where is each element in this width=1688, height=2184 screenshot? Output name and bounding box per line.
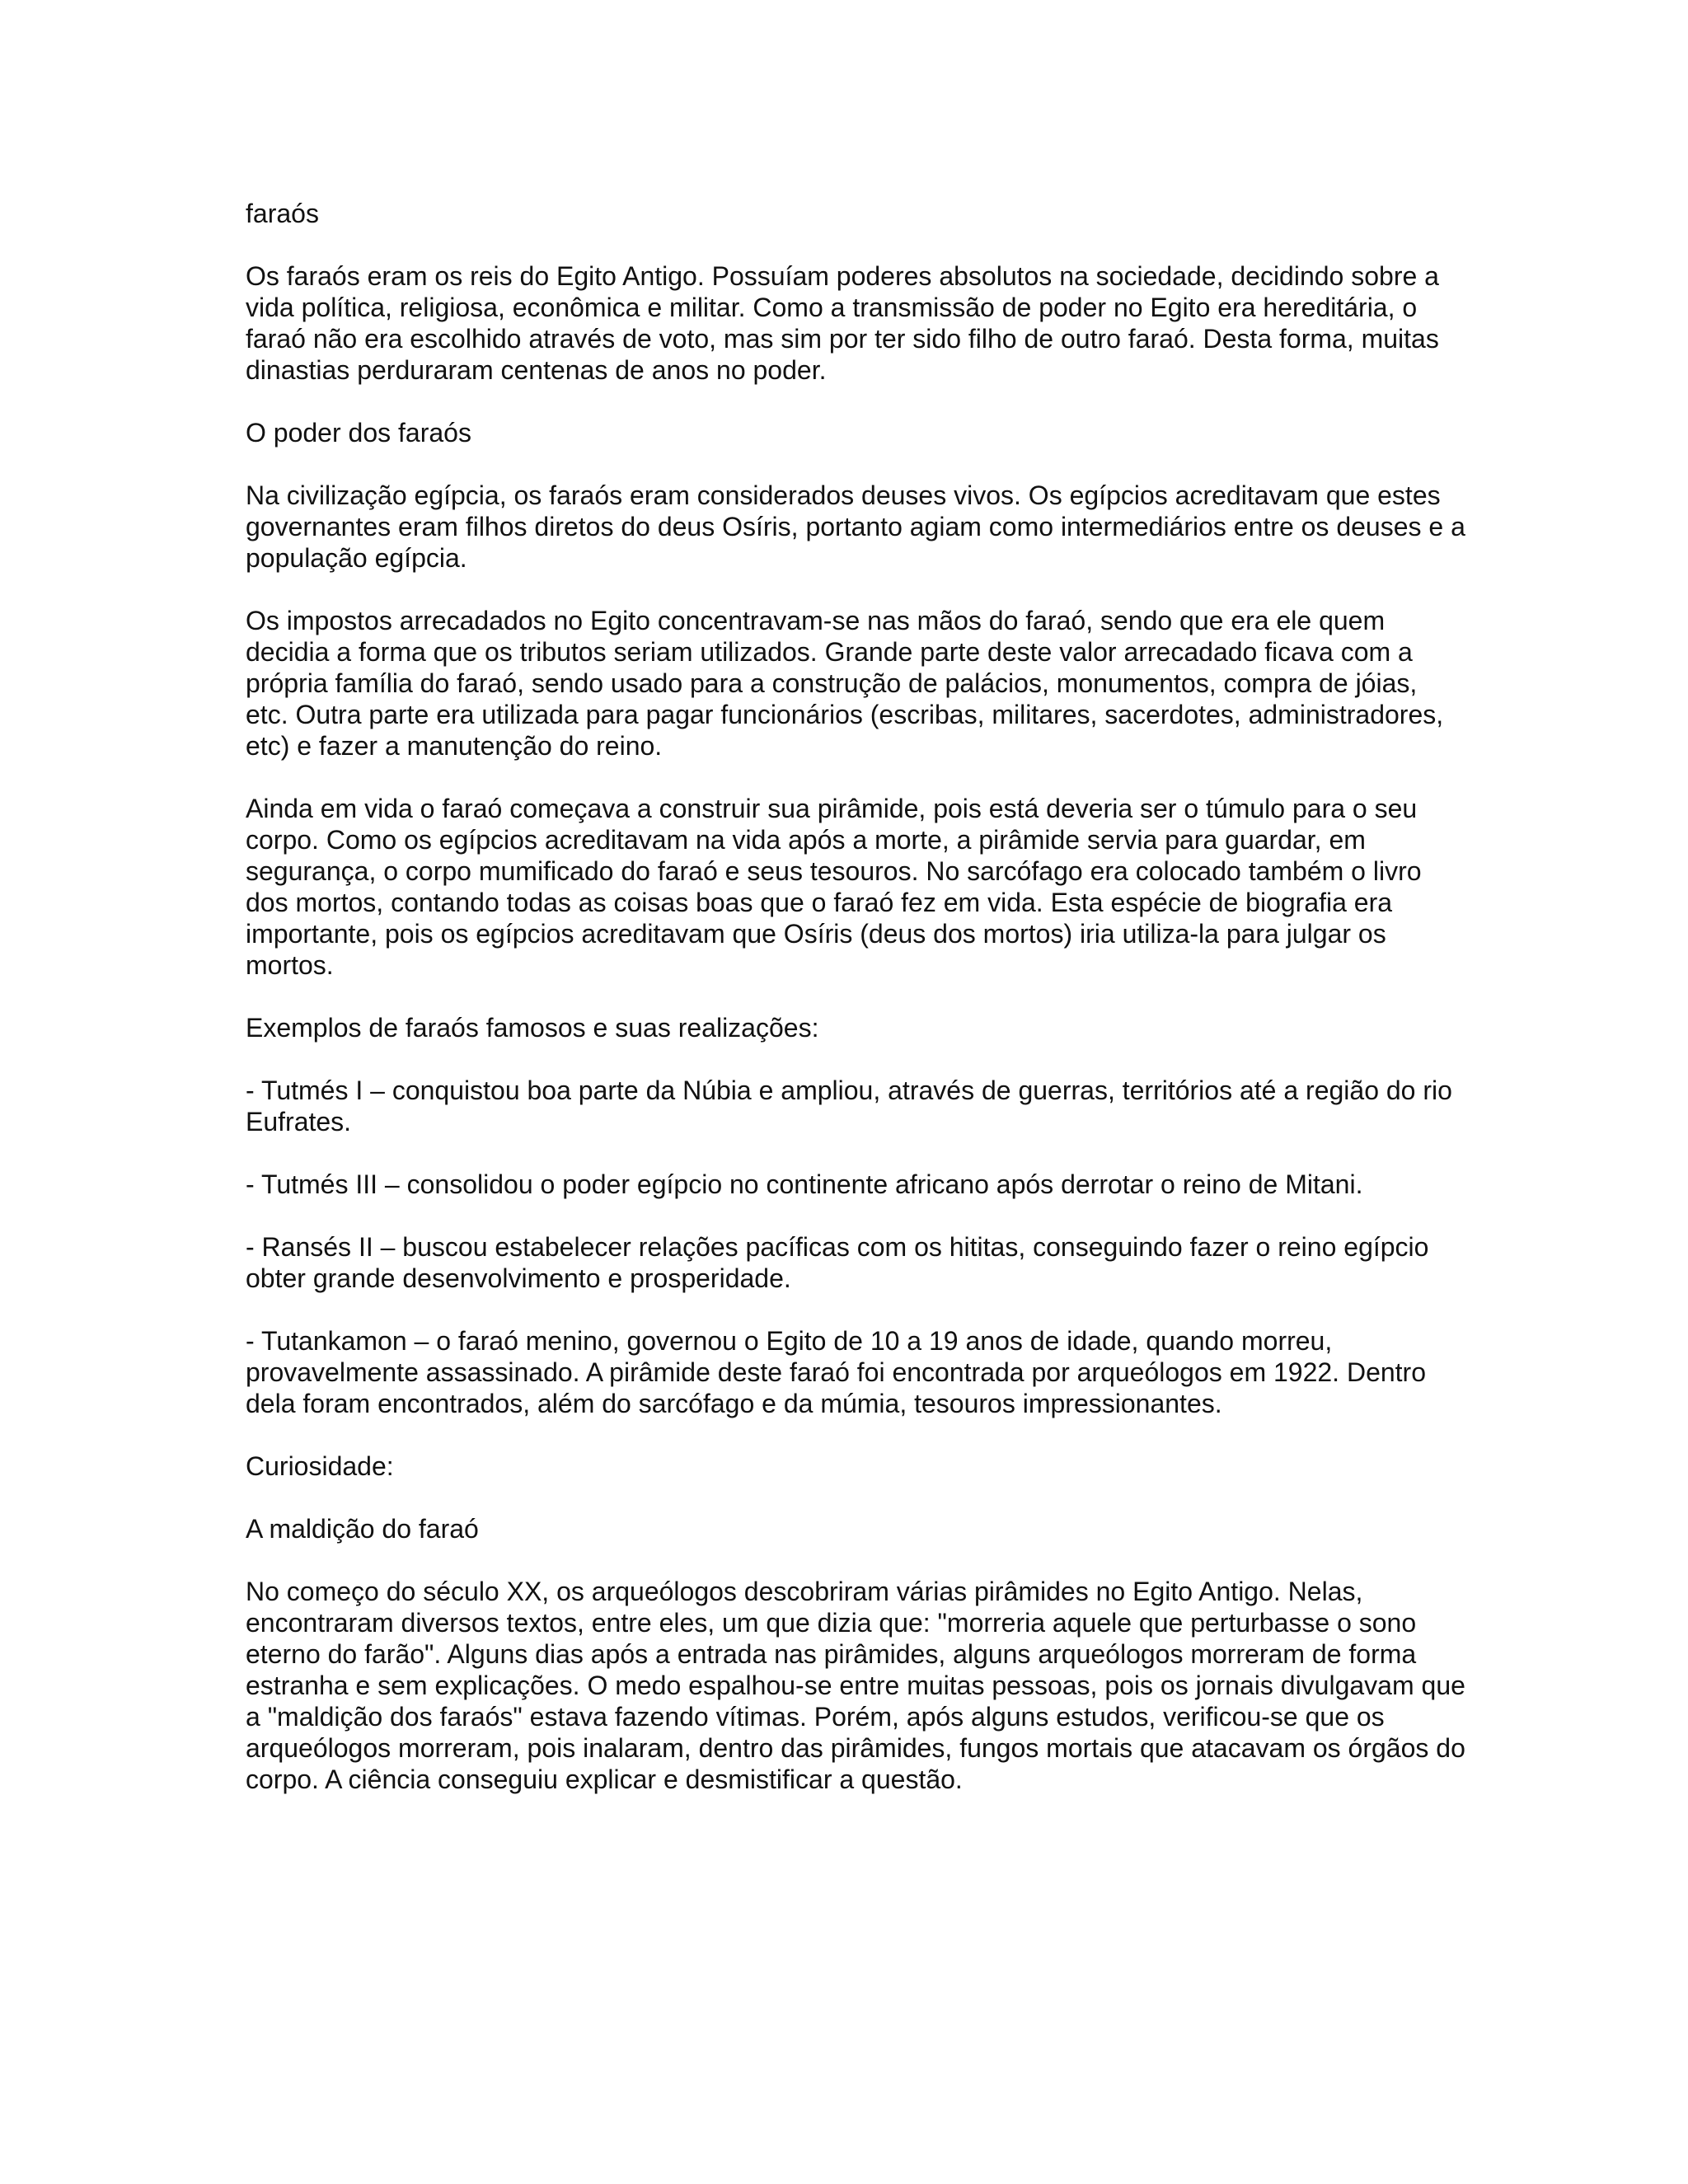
intro-paragraph: Os faraós eram os reis do Egito Antigo. Possuíam poderes absolutos na sociedade, decidindo sobre a vida política, religiosa, econômica e militar. Como a transmissão de poder no Egito era hereditária, o faraó não era escolhido através de voto, mas sim por ter sido filho de outro faraó. Desta forma, muitas dinastias perduraram centenas de anos no poder. [246, 261, 1439, 385]
example-item-tutmes-i: - Tutmés I – conquistou boa parte da Núbia e ampliou, através de guerras, territórios até a região do rio Eufrates. [246, 1076, 1452, 1137]
curse-heading: A maldição do faraó [246, 1514, 479, 1544]
curiosity-heading: Curiosidade: [246, 1451, 394, 1481]
document-title: faraós [246, 199, 319, 228]
paragraph-impostos: Os impostos arrecadados no Egito concentravam-se nas mãos do faraó, sendo que era ele quem decidia a forma que os tributos seriam utilizados. Grande parte deste valor arrecadado ficava com a própria família do faraó, sendo usado para a construção de palácios, monumentos, compra de jóias, etc. Outra parte era utilizada para pagar funcionários (escribas, militares, sacerdotes, administradores, etc) e fazer a manutenção do reino. [246, 606, 1444, 761]
example-item-ranses-ii: - Ransés II – buscou estabelecer relações pacíficas com os hititas, conseguindo fazer o reino egípcio obter grande desenvolvimento e prosperidade. [246, 1232, 1429, 1293]
examples-heading: Exemplos de faraós famosos e suas realizações: [246, 1013, 819, 1043]
document-body [246, 198, 1465, 1826]
paragraph-piramide: Ainda em vida o faraó começava a construir sua pirâmide, pois está deveria ser o túmulo para o seu corpo. Como os egípcios acreditavam na vida após a morte, a pirâmide servia para guardar, em segurança, o corpo mumificado do faraó e seus tesouros. No sarcófago era colocado também o livro dos mortos, contando todas as coisas boas que o faraó fez em vida. Esta espécie de biografia era importante, pois os egípcios acreditavam que Osíris (deus dos mortos) iria utiliza-la para julgar os mortos. [246, 794, 1422, 980]
example-item-tutmes-iii: - Tutmés III – consolidou o poder egípcio no continente africano após derrotar o reino de Mitani. [246, 1169, 1363, 1199]
curse-paragraph: No começo do século XX, os arqueólogos descobriram várias pirâmides no Egito Antigo. Nelas, encontraram diversos textos, entre eles, um que dizia que: "morreria aquele que perturbasse o sono eterno do farão". Alguns dias após a entrada nas pirâmides, alguns arqueólogos morreram de forma estranha e sem explicações. O medo espalhou-se entre muitas pessoas, pois os jornais divulgavam que a "maldição dos faraós" estava fazendo vítimas. Porém, após alguns estudos, verificou-se que os arqueólogos morreram, pois inalaram, dentro das pirâmides, fungos mortais que atacavam os órgãos do corpo. A ciência conseguiu explicar e desmistificar a questão. [246, 1577, 1465, 1794]
section-heading-poder: O poder dos faraós [246, 418, 471, 448]
paragraph-deuses-vivos: Na civilização egípcia, os faraós eram considerados deuses vivos. Os egípcios acreditavam que estes governantes eram filhos diretos do deus Osíris, portanto agiam como intermediários entre os deuses e a população egípcia. [246, 480, 1465, 573]
example-item-tutankamon: - Tutankamon – o faraó menino, governou o Egito de 10 a 19 anos de idade, quando morreu, provavelmente assassinado. A pirâmide deste faraó foi encontrada por arqueólogos em 1922. Dentro dela foram encontrados, além do sarcófago e da múmia, tesouros impressionantes. [246, 1326, 1426, 1418]
